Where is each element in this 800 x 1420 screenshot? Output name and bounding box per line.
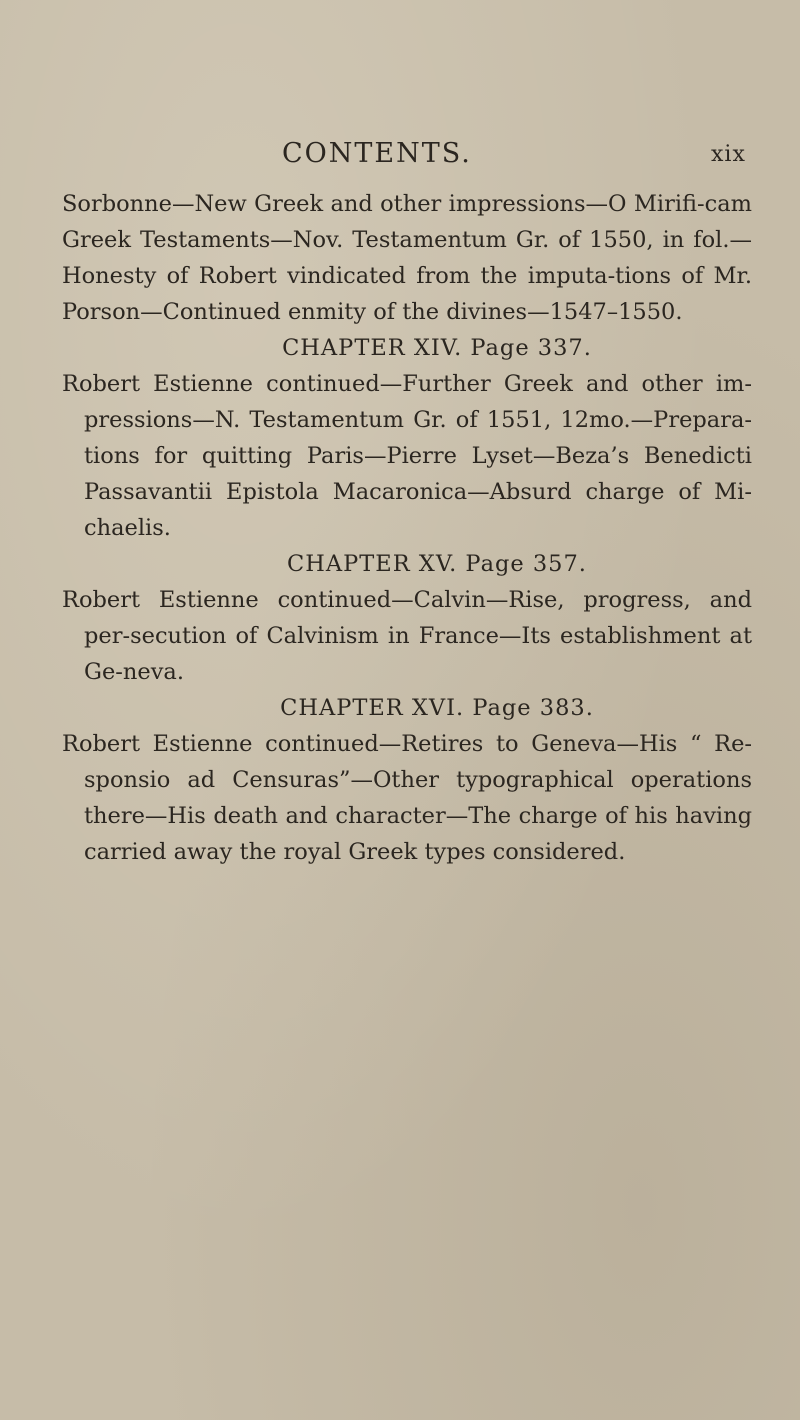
chapter-heading-xv: CHAPTER XV. Page 357. [287,551,587,577]
chapter-summary-xvi: Robert Estienne continued—Retires to Geneva—His “ Re-sponsio ad Censuras”—Other typographical operations there—His death and character—The charge of his having carried away the royal Greek types considered. [62,731,752,865]
running-title: CONTENTS. [282,138,472,169]
continuation-paragraph: Sorbonne—New Greek and other impressions—O Mirifi-cam Greek Testaments—Nov. Testamentum Gr. of 1550, in fol.—Honesty of Robert vindicated from the imputa-tions of Mr. Porson—Continued enmity of the divines—1547–1550. [62,191,752,325]
chapter-summary-xv: Robert Estienne continued—Calvin—Rise, progress, and per-secution of Calvinism in France—Its establishment at Ge-neva. [62,587,752,685]
chapter-summary-xiv: Robert Estienne continued—Further Greek and other im-pressions—N. Testamentum Gr. of 1551, 12mo.—Prepara-tions for quitting Paris—Pierre Lyset—Beza’s Benedicti Passavantii Epistola Macaronica—Absurd charge of Mi-chaelis. [62,371,752,541]
contents-body [62,186,752,870]
chapter-heading-xvi: CHAPTER XVI. Page 383. [280,695,594,721]
running-head [0,138,800,178]
page-number: xix [711,142,746,167]
chapter-heading-xiv: CHAPTER XIV. Page 337. [282,335,592,361]
